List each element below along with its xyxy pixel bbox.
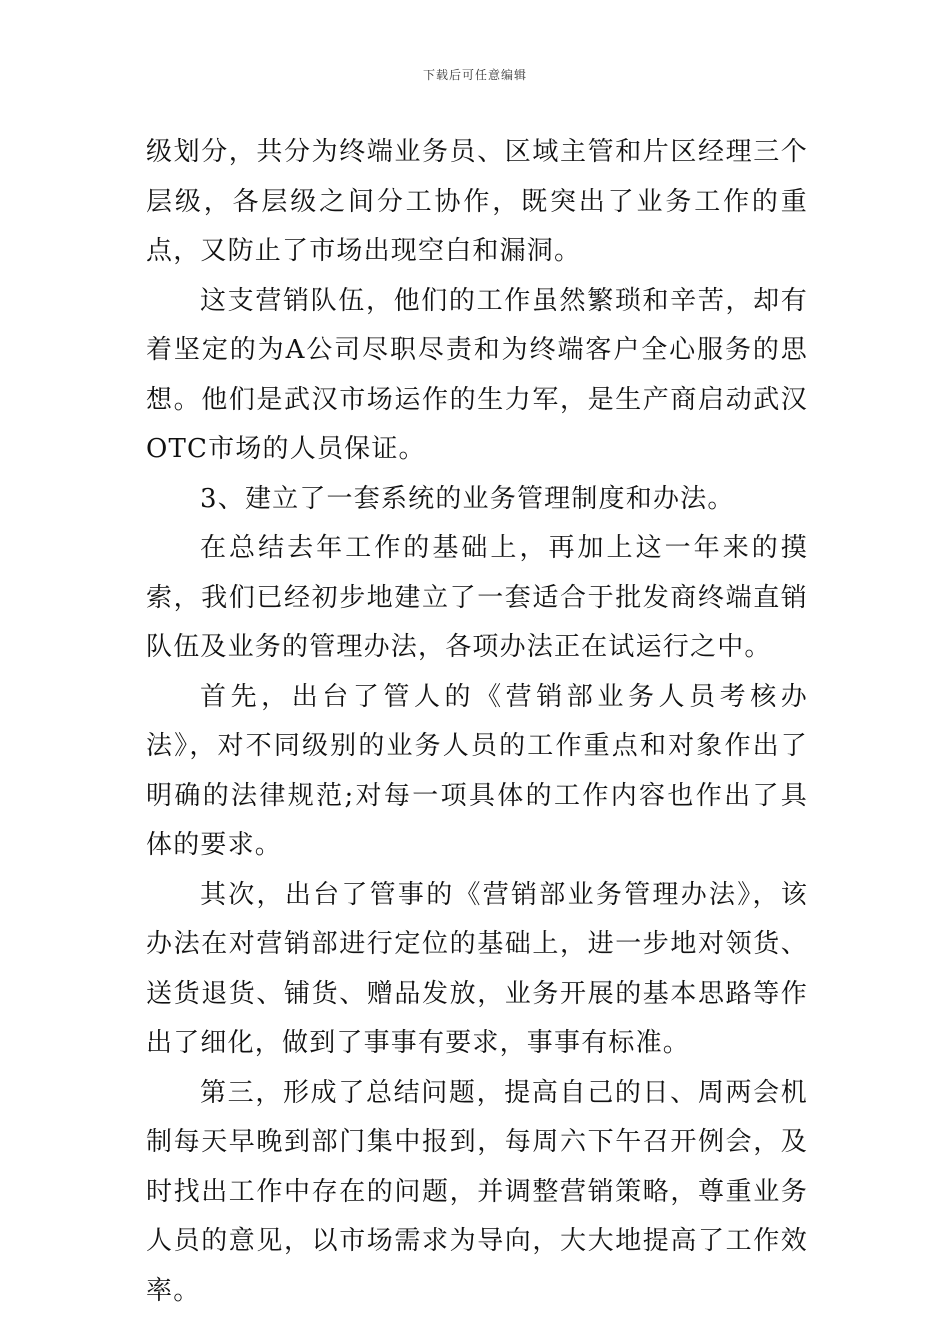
paragraph-third: 第三，形成了总结问题，提高自己的日、周两会机制每天早晚到部门集中报到，每周六下午召开例会，及时找出工作中存在的问题，并调整营销策略，尊重业务人员的意见，以市场需求为导向，大大地提高了工作效率。 xyxy=(146,1077,808,1306)
paragraph-second: 其次，出台了管事的《营销部业务管理办法》，该办法在对营销部进行定位的基础上，进一步地对领货、送货退货、铺货、赠品发放，业务开展的基本思路等作出了细化，做到了事事有要求，事事有标准。 xyxy=(146,879,808,1058)
paragraph-continuation: 级划分，共分为终端业务员、区域主管和片区经理三个层级，各层级之间分工协作，既突出了业务工作的重点，又防止了市场出现空白和漏洞。 xyxy=(146,137,808,266)
paragraph-management-methods: 在总结去年工作的基础上，再加上这一年来的摸索，我们已经初步地建立了一套适合于批发商终端直销队伍及业务的管理办法，各项办法正在试运行之中。 xyxy=(146,533,808,662)
paragraph-first: 首先，出台了管人的《营销部业务人员考核办法》，对不同级别的业务人员的工作重点和对象作出了明确的法律规范;对每一项具体的工作内容也作出了具体的要求。 xyxy=(146,681,808,860)
paragraph-sales-team: 这支营销队伍，他们的工作虽然繁琐和辛苦，却有着坚定的为A公司尽职尽责和为终端客户全心服务的思想。他们是武汉市场运作的生力军，是生产商启动武汉OTC市场的人员保证。 xyxy=(146,285,808,464)
document-body xyxy=(146,128,808,1316)
page-header: 下载后可任意编辑 xyxy=(422,68,527,82)
section-heading-3: 3、建立了一套系统的业务管理制度和办法。 xyxy=(200,483,735,514)
